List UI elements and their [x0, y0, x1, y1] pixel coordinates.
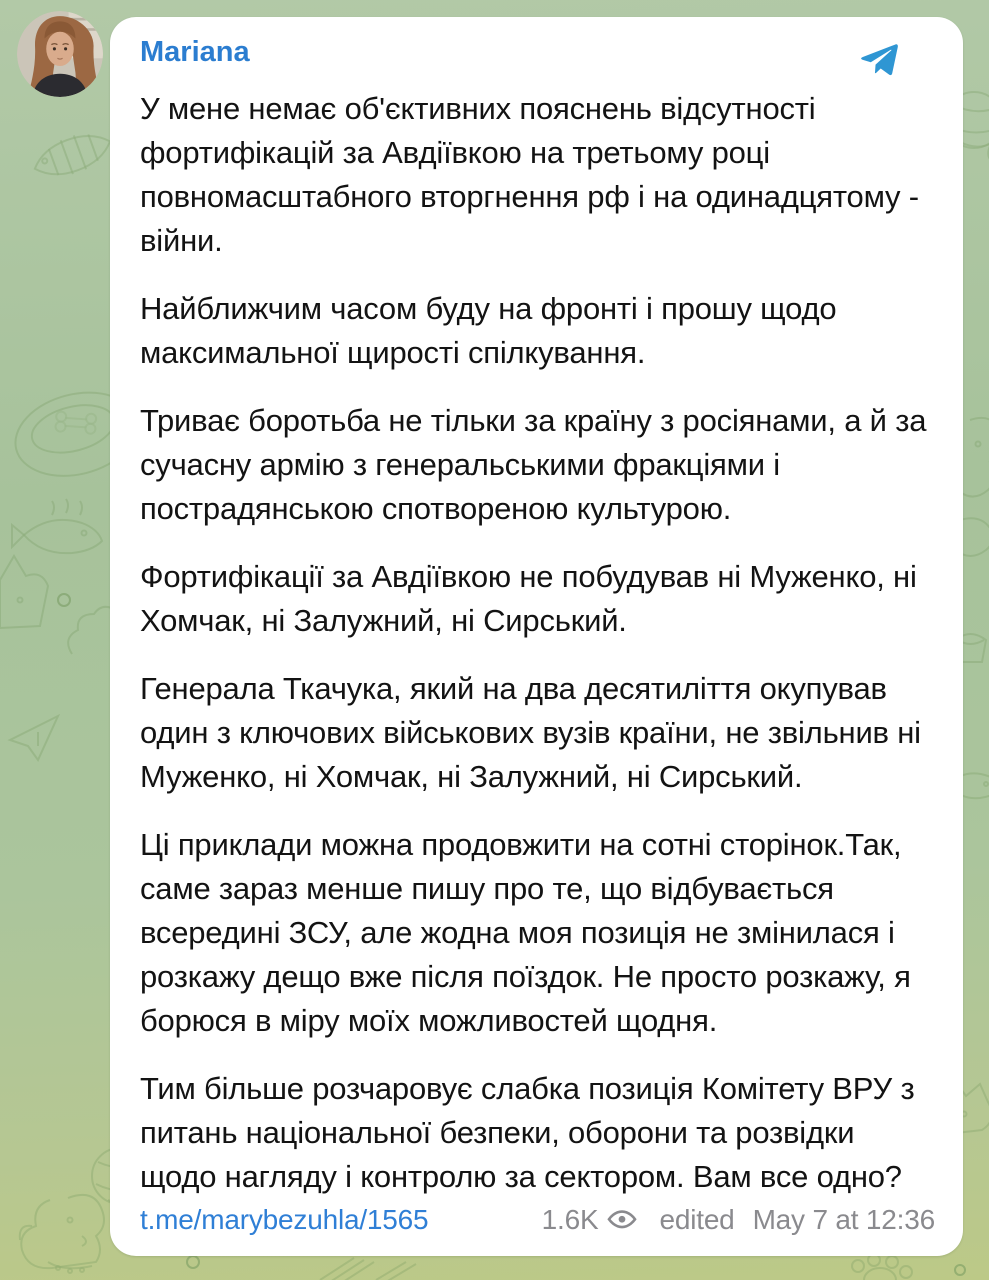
edited-label: edited — [659, 1204, 735, 1235]
doodle-dot — [58, 594, 70, 606]
message-paragraph: У мене немає об'єктивних пояснень відсутності фортифікацій за Авдіївкою на третьому році повномасштабного вторгнення рф і на одинадцятому - війни. — [140, 91, 919, 258]
message-bubble — [110, 17, 963, 1256]
avatar-photo — [17, 11, 103, 97]
message-paragraph: Фортифікації за Авдіївкою не побудував ні Муженко, ні Хомчак, ні Залужний, ні Сирський. — [140, 559, 917, 638]
post-link[interactable]: t.me/marybezuhla/1565 — [140, 1204, 429, 1235]
message-meta — [542, 1204, 935, 1236]
message-paragraph: Триває боротьба не тільки за країну з росіянами, а й за сучасну армію з генеральськими фракціями і пострадянською спотвореною культурою. — [140, 403, 927, 526]
message-paragraph: Тим більше розчаровує слабка позиція Комітету ВРУ з питань національної безпеки, оборони та розвідки щодо нагляду і контролю за сектором. Вам все одно? — [140, 1071, 915, 1194]
view-count: 1.6K — [541, 1204, 599, 1235]
sender-name[interactable]: Mariana — [140, 36, 250, 68]
doodle-fish — [12, 499, 102, 553]
message-paragraph: Найближчим часом буду на фронті і прошу щодо максимальної щирості спілкування. — [140, 291, 837, 370]
doodle-fishbone — [29, 125, 116, 186]
avatar[interactable] — [17, 11, 103, 97]
message-header — [140, 35, 935, 81]
doodle-paper-plane — [10, 716, 58, 760]
message-paragraph: Ці приклади можна продовжити на сотні сторінок.Так, саме зараз менше пишу про те, що відбувається всередині ЗСУ, але жодна моя позиція не змінилася і розкажу дещо вже після поїздок. Не просто розкажу, я борюся в міру моїх можливостей щодня. — [140, 827, 911, 1038]
message-text — [140, 87, 935, 1199]
doodle-cat — [0, 556, 48, 628]
eye-icon — [607, 1205, 637, 1235]
timestamp: May 7 at 12:36 — [752, 1204, 935, 1235]
doodle-dog — [20, 1195, 104, 1273]
message-footer — [140, 1204, 935, 1238]
doodle-dot — [955, 1265, 965, 1275]
doodle-scratches — [320, 1258, 416, 1280]
telegram-plane-icon[interactable] — [856, 39, 903, 81]
message-paragraph: Генерала Ткачука, який на два десятиліття окупував один з ключових військових вузів країни, не звільнив ні Муженко, ні Хомчак, ні Залужний, ні Сирський. — [140, 671, 921, 794]
doodle-paw-print — [852, 1254, 912, 1280]
doodle-dot — [187, 1256, 199, 1268]
